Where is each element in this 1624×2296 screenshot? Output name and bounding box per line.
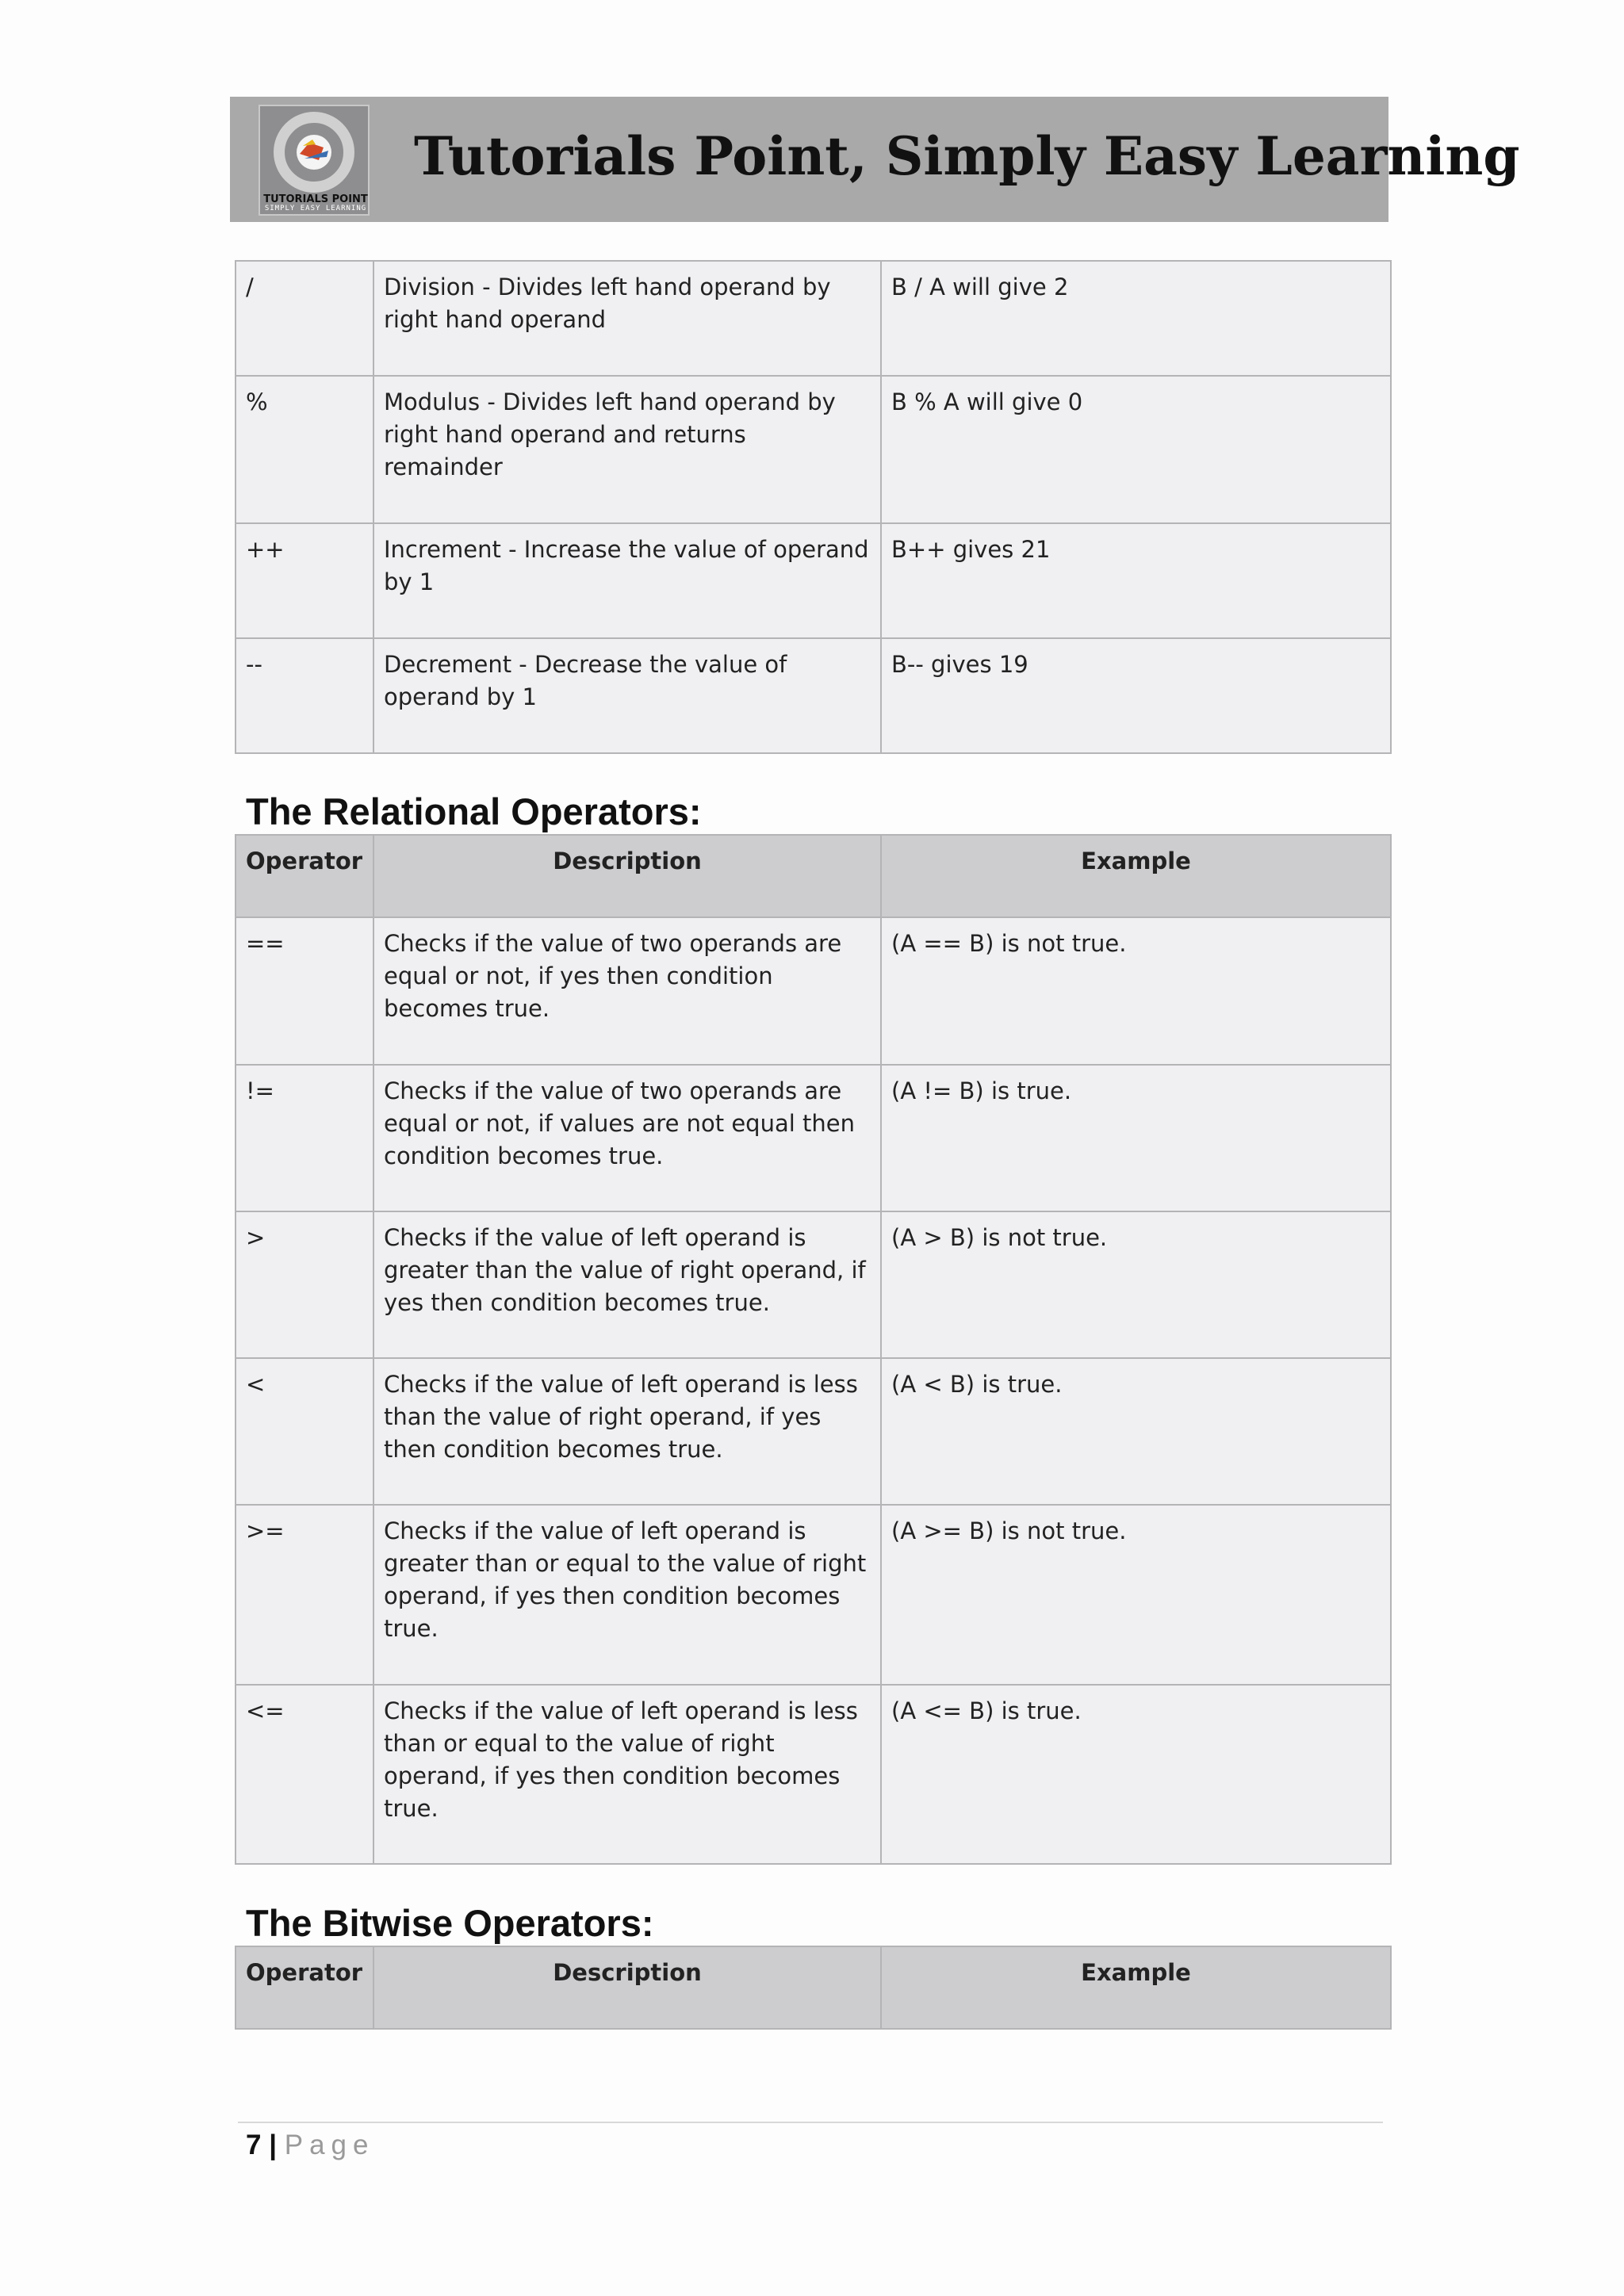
column-header-example: Example [881,835,1391,917]
page-label: Page [284,2130,375,2160]
page-header [230,97,1520,222]
operator-cell: >= [236,1505,373,1685]
example-cell: B++ gives 21 [881,523,1391,638]
example-cell: (A != B) is true. [881,1065,1391,1211]
table-row [236,638,1391,753]
relational-operators-table [235,834,1392,1865]
operator-cell: -- [236,638,373,753]
footer-separator: | [261,2130,285,2160]
column-header-operator: Operator [236,835,373,917]
operator-cell: == [236,917,373,1065]
column-header-description: Description [373,835,881,917]
description-cell: Checks if the value of left operand is greater than the value of right operand, if yes then condition becomes true. [373,1211,881,1358]
bitwise-operators-table [235,1946,1392,2030]
operator-cell: != [236,1065,373,1211]
table-row [236,917,1391,1065]
example-cell: (A >= B) is not true. [881,1505,1391,1685]
page-footer [246,2130,374,2161]
operator-cell: > [236,1211,373,1358]
example-cell: (A <= B) is true. [881,1685,1391,1864]
description-cell: Modulus - Divides left hand operand by right hand operand and returns remainder [373,376,881,523]
tutorialspoint-logo [259,105,370,216]
description-cell: Checks if the value of two operands are equal or not, if yes then condition becomes true. [373,917,881,1065]
example-cell: (A == B) is not true. [881,917,1391,1065]
example-cell: B / A will give 2 [881,261,1391,376]
operator-cell: < [236,1358,373,1505]
table-row [236,261,1391,376]
column-header-example: Example [881,1946,1391,2029]
description-cell: Increment - Increase the value of operand by 1 [373,523,881,638]
table-row [236,1211,1391,1358]
page-number: 7 [246,2130,262,2160]
operator-cell: ++ [236,523,373,638]
table-row [236,1065,1391,1211]
table-row [236,1505,1391,1685]
table-row [236,376,1391,523]
table-header-row [236,1946,1391,2029]
logo-subtext: SIMPLY EASY LEARNING [264,205,367,212]
description-cell: Checks if the value of two operands are equal or not, if values are not equal then condition becomes true. [373,1065,881,1211]
example-cell: B-- gives 19 [881,638,1391,753]
column-header-description: Description [373,1946,881,2029]
example-cell: (A < B) is true. [881,1358,1391,1505]
logo-text: TUTORIALS POINT [263,193,368,205]
operator-cell: <= [236,1685,373,1864]
description-cell: Division - Divides left hand operand by right hand operand [373,261,881,376]
table-row [236,523,1391,638]
example-cell: B % A will give 0 [881,376,1391,523]
column-header-operator: Operator [236,1946,373,2029]
example-cell: (A > B) is not true. [881,1211,1391,1358]
header-title: Tutorials Point, Simply Easy Learning [414,125,1520,187]
description-cell: Checks if the value of left operand is less than the value of right operand, if yes then condition becomes true. [373,1358,881,1505]
arithmetic-operators-table [235,260,1392,754]
table-row [236,1685,1391,1864]
operator-cell: / [236,261,373,376]
description-cell: Decrement - Decrease the value of operand by 1 [373,638,881,753]
table-row [236,1358,1391,1505]
description-cell: Checks if the value of left operand is less than or equal to the value of right operand, if yes then condition becomes true. [373,1685,881,1864]
footer-divider [238,2122,1383,2123]
relational-operators-heading: The Relational Operators: [246,790,702,832]
operator-cell: % [236,376,373,523]
table-header-row [236,835,1391,917]
description-cell: Checks if the value of left operand is greater than or equal to the value of right operand, if yes then condition becomes true. [373,1505,881,1685]
bitwise-operators-heading: The Bitwise Operators: [246,1902,654,1944]
